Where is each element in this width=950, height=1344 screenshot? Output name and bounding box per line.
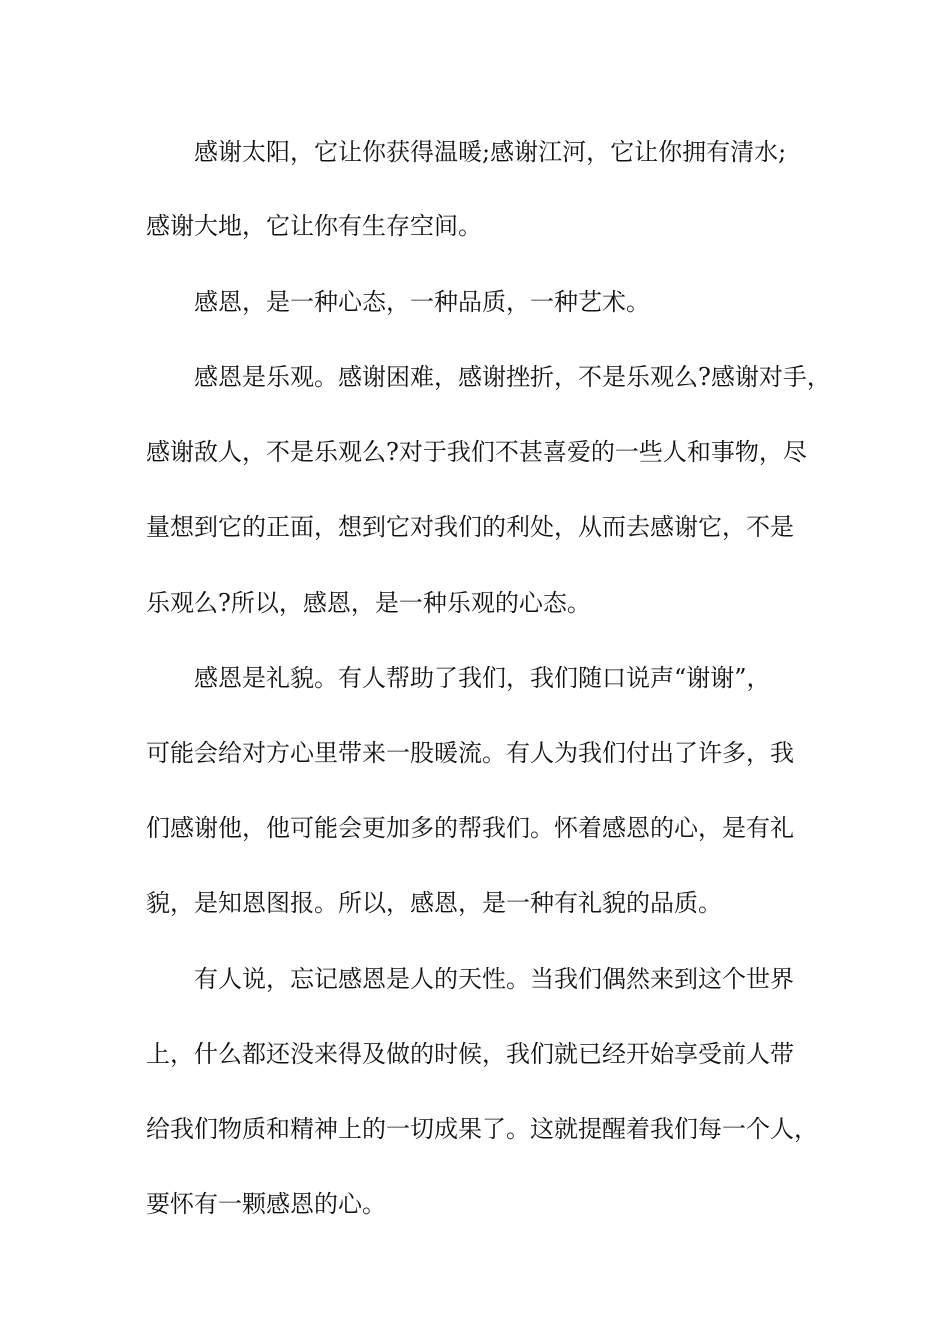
text-line: 感谢太阳，它让你获得温暖;感谢江河，它让你拥有清水; — [194, 138, 787, 166]
text-line: 貌，是知恩图报。所以，感恩，是一种有礼貌的品质。 — [146, 889, 722, 917]
text-line: 感谢大地，它让你有生存空间。 — [146, 212, 482, 240]
text-line: 乐观么?所以，感恩，是一种乐观的心态。 — [146, 589, 591, 617]
text-line: 要怀有一颗感恩的心。 — [146, 1190, 386, 1218]
text-line: 上，什么都还没来得及做的时候，我们就已经开始享受前人带 — [146, 1040, 794, 1068]
text-line: 有人说，忘记感恩是人的天性。当我们偶然来到这个世界 — [194, 965, 794, 993]
text-line: 感恩，是一种心态，一种品质，一种艺术。 — [194, 288, 650, 316]
text-line: 们感谢他，他可能会更加多的帮我们。怀着感恩的心，是有礼 — [146, 814, 794, 842]
text-line: 给我们物质和精神上的一切成果了。这就提醒着我们每一个人， — [146, 1115, 818, 1143]
text-line: 感恩是礼貌。有人帮助了我们，我们随口说声“谢谢”， — [194, 664, 771, 692]
text-line: 感恩是乐观。感谢困难，感谢挫折，不是乐观么?感谢对手， — [194, 363, 831, 391]
text-line: 量想到它的正面，想到它对我们的利处，从而去感谢它，不是 — [146, 513, 794, 541]
text-line: 可能会给对方心里带来一股暖流。有人为我们付出了许多，我 — [146, 739, 794, 767]
text-line: 感谢敌人，不是乐观么?对于我们不甚喜爱的一些人和事物，尽 — [146, 438, 807, 466]
